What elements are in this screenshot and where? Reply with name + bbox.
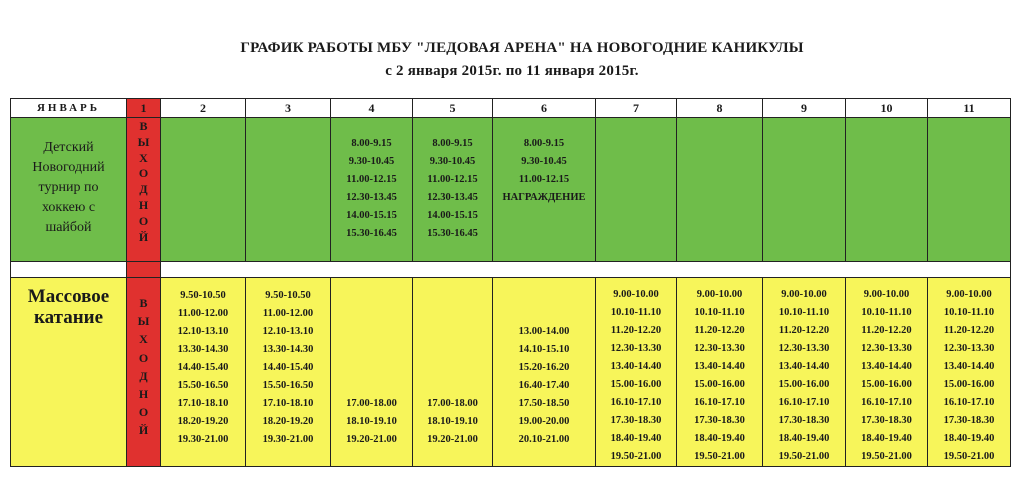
list-line: 10.10-11.10 (943, 307, 995, 318)
list-line: 9.30-10.45 (521, 156, 567, 167)
list-line: 9.30-10.45 (348, 156, 395, 167)
list-line: В (139, 296, 148, 310)
list-line: 14.10-15.10 (518, 344, 570, 355)
list-line: 15.00-16.00 (610, 379, 662, 390)
list-line: 15.20-16.20 (518, 362, 570, 373)
list-line: 16.40-17.40 (518, 380, 570, 391)
list-line: Й (138, 229, 149, 244)
time-list (246, 278, 330, 449)
list-line: 18.40-19.40 (861, 433, 912, 444)
list-line: шайбой (45, 220, 92, 235)
list-line: 10.10-11.10 (610, 307, 662, 318)
list-line: 10.10-11.10 (861, 307, 912, 318)
list-line: 9.00-10.00 (781, 289, 827, 300)
list-line: 11.00-12.00 (262, 308, 314, 319)
list-line: 12.30-13.30 (943, 343, 995, 354)
list-line: 9.30-10.45 (429, 156, 476, 167)
time-list (763, 278, 845, 466)
skating-day-4 (331, 278, 413, 467)
day-header-10: 10 (846, 99, 928, 118)
list-line: 15.00-16.00 (861, 379, 912, 390)
skating-day-2 (161, 278, 246, 467)
list-line: 18.20-19.20 (262, 416, 314, 427)
hockey-day-11 (928, 118, 1011, 262)
skating-day-3 (246, 278, 331, 467)
list-line: 14.40-15.40 (262, 362, 314, 373)
list-line: 11.20-12.20 (861, 325, 912, 336)
list-line: 11.20-12.20 (943, 325, 995, 336)
list-line: 17.30-18.30 (694, 415, 745, 426)
list-line: 15.00-16.00 (943, 379, 995, 390)
list-line: 9.50-10.50 (180, 290, 226, 301)
list-line: 15.50-16.50 (262, 380, 314, 391)
day-off-text (127, 278, 160, 440)
list-line: 19.50-21.00 (610, 451, 662, 462)
list-line: Й (138, 423, 149, 438)
day-off-text (127, 118, 160, 245)
time-list (493, 278, 595, 449)
list-line: 18.10-19.10 (346, 416, 397, 427)
hockey-day-3 (246, 118, 331, 262)
list-line: 14.00-15.15 (346, 210, 397, 221)
list-line: 18.10-19.10 (427, 416, 478, 427)
list-line: 14.40-15.40 (177, 362, 229, 373)
list-line: Ы (137, 134, 150, 149)
list-line: 15.00-16.00 (778, 379, 830, 390)
list-line: турнир по (38, 180, 99, 195)
list-line: О (138, 166, 149, 181)
list-line: 18.40-19.40 (943, 433, 995, 444)
month-header: ЯНВАРЬ (11, 99, 127, 118)
list-line: О (138, 405, 149, 420)
hockey-day-5 (413, 118, 493, 262)
list-line: 17.10-18.10 (262, 398, 314, 409)
list-line: 11.20-12.20 (778, 325, 830, 336)
list-line: 12.10-13.10 (262, 326, 314, 337)
list-line: 12.30-13.30 (610, 343, 662, 354)
list-line: 19.50-21.00 (778, 451, 830, 462)
list-line: 9.50-10.50 (265, 290, 311, 301)
list-line: 11.00-12.15 (346, 174, 397, 185)
time-list (596, 278, 676, 466)
list-line: 13.40-14.40 (610, 361, 662, 372)
list-line: Ы (137, 314, 150, 329)
list-line: 18.40-19.40 (610, 433, 662, 444)
list-line: 19.00-20.00 (518, 416, 570, 427)
list-line: 19.50-21.00 (861, 451, 912, 462)
day-header-3: 3 (246, 99, 331, 118)
list-line: 9.00-10.00 (863, 289, 910, 300)
list-line: 19.30-21.00 (262, 434, 314, 445)
time-list (846, 278, 927, 466)
skating-label-cell (11, 278, 127, 467)
list-line: 9.00-10.00 (613, 289, 659, 300)
day-header-6: 6 (493, 99, 596, 118)
list-line: 16.10-17.10 (694, 397, 745, 408)
list-line: 15.50-16.50 (177, 380, 229, 391)
hockey-day-9 (763, 118, 846, 262)
hockey-day-2 (161, 118, 246, 262)
hockey-day-10 (846, 118, 928, 262)
list-line: 12.30-13.45 (427, 192, 478, 203)
page-title: ГРАФИК РАБОТЫ МБУ "ЛЕДОВАЯ АРЕНА" НА НОВОГОДНИЕ КАНИКУЛЫ (240, 40, 804, 56)
list-line: 20.10-21.00 (518, 434, 570, 445)
list-line: 12.30-13.45 (346, 192, 397, 203)
list-line: 11.00-12.00 (177, 308, 229, 319)
hockey-label-cell (11, 118, 127, 262)
list-line: 18.40-19.40 (694, 433, 745, 444)
list-line: 13.00-14.00 (518, 326, 570, 337)
list-line: 11.00-12.15 (427, 174, 478, 185)
day-header-11: 11 (928, 99, 1011, 118)
list-line: 19.20-21.00 (346, 434, 397, 445)
list-line: 14.00-15.15 (427, 210, 478, 221)
list-line: 17.50-18.50 (518, 398, 570, 409)
time-list (413, 118, 492, 243)
hockey-label (11, 118, 126, 238)
header-row (11, 99, 1011, 118)
list-line: Д (139, 368, 148, 383)
list-line: 9.00-10.00 (946, 289, 992, 300)
day-header-9: 9 (763, 99, 846, 118)
list-line: 15.30-16.45 (427, 228, 478, 239)
list-line: 12.30-13.30 (778, 343, 830, 354)
list-line: 13.40-14.40 (694, 361, 745, 372)
list-line: О (138, 350, 149, 365)
hockey-day-8 (677, 118, 763, 262)
time-list (161, 278, 245, 449)
time-list (677, 278, 762, 466)
list-line: 9.00-10.00 (696, 289, 743, 300)
hockey-day-7 (596, 118, 677, 262)
day-header-1: 1 (127, 99, 161, 118)
skating-row (11, 278, 1011, 467)
list-line: Н (138, 387, 149, 402)
day-off-cell-hockey (127, 118, 161, 262)
list-line: Х (139, 332, 148, 347)
list-line: 11.00-12.15 (518, 174, 570, 185)
spacer-cell (11, 262, 127, 278)
day-header-5: 5 (413, 99, 493, 118)
list-line: 13.40-14.40 (778, 361, 830, 372)
list-line: 15.00-16.00 (694, 379, 745, 390)
list-line: 17.10-18.10 (177, 398, 229, 409)
list-line: 18.20-19.20 (177, 416, 229, 427)
list-line: 17.30-18.30 (861, 415, 912, 426)
time-list (413, 278, 492, 449)
list-line: В (139, 119, 148, 133)
skating-day-7 (596, 278, 677, 467)
list-line: 13.30-14.30 (262, 344, 314, 355)
schedule-table (10, 98, 1011, 467)
day-off-cell-skating (127, 278, 161, 467)
list-line: 19.50-21.00 (943, 451, 995, 462)
hockey-row (11, 118, 1011, 262)
list-line: 16.10-17.10 (861, 397, 912, 408)
spacer-cell-wide (161, 262, 1011, 278)
skating-day-10 (846, 278, 928, 467)
list-line: хоккею с (41, 200, 96, 215)
hockey-day-4 (331, 118, 413, 262)
list-line: 16.10-17.10 (778, 397, 830, 408)
list-line: 8.00-9.15 (432, 138, 473, 149)
list-line: катание (33, 307, 104, 328)
list-line: 19.50-21.00 (694, 451, 745, 462)
list-line: 17.30-18.30 (943, 415, 995, 426)
list-line: 17.30-18.30 (778, 415, 830, 426)
skating-day-5 (413, 278, 493, 467)
spacer-row (11, 262, 1011, 278)
list-line: 15.30-16.45 (346, 228, 397, 239)
list-line: Н (138, 197, 149, 212)
list-line: Новогодний (32, 160, 105, 175)
list-line: 17.00-18.00 (346, 398, 397, 409)
day-header-4: 4 (331, 99, 413, 118)
list-line: НАГРАЖДЕНИЕ (502, 192, 586, 203)
skating-day-6 (493, 278, 596, 467)
list-line: 11.20-12.20 (610, 325, 662, 336)
list-line: Х (139, 150, 148, 165)
list-line: 13.40-14.40 (943, 361, 995, 372)
spacer-red-cell (127, 262, 161, 278)
list-line: 17.30-18.30 (610, 415, 662, 426)
list-line: 16.10-17.10 (943, 397, 995, 408)
list-line: 12.30-13.30 (861, 343, 912, 354)
list-line: 8.00-9.15 (351, 138, 392, 149)
list-line: 13.30-14.30 (177, 344, 229, 355)
list-line: 19.30-21.00 (177, 434, 229, 445)
hockey-day-6 (493, 118, 596, 262)
list-line: Детский (43, 140, 94, 155)
list-line: 11.20-12.20 (694, 325, 745, 336)
skating-label (11, 278, 126, 328)
list-line: Д (139, 182, 148, 197)
list-line: 12.30-13.30 (694, 343, 745, 354)
skating-day-8 (677, 278, 763, 467)
list-line: 8.00-9.15 (523, 138, 565, 149)
time-list (331, 118, 412, 243)
list-line: 12.10-13.10 (177, 326, 229, 337)
list-line: 10.10-11.10 (694, 307, 745, 318)
page-subtitle: с 2 января 2015г. по 11 января 2015г. (385, 63, 639, 79)
skating-day-11 (928, 278, 1011, 467)
list-line: Массовое (27, 286, 110, 307)
day-header-7: 7 (596, 99, 677, 118)
list-line: 19.20-21.00 (427, 434, 478, 445)
list-line: О (138, 213, 149, 228)
day-header-2: 2 (161, 99, 246, 118)
time-list (331, 278, 412, 449)
skating-day-9 (763, 278, 846, 467)
list-line: 16.10-17.10 (610, 397, 662, 408)
list-line: 10.10-11.10 (778, 307, 830, 318)
list-line: 13.40-14.40 (861, 361, 912, 372)
time-list (493, 118, 595, 207)
day-header-8: 8 (677, 99, 763, 118)
list-line: 18.40-19.40 (778, 433, 830, 444)
list-line: 17.00-18.00 (427, 398, 478, 409)
time-list (928, 278, 1010, 466)
